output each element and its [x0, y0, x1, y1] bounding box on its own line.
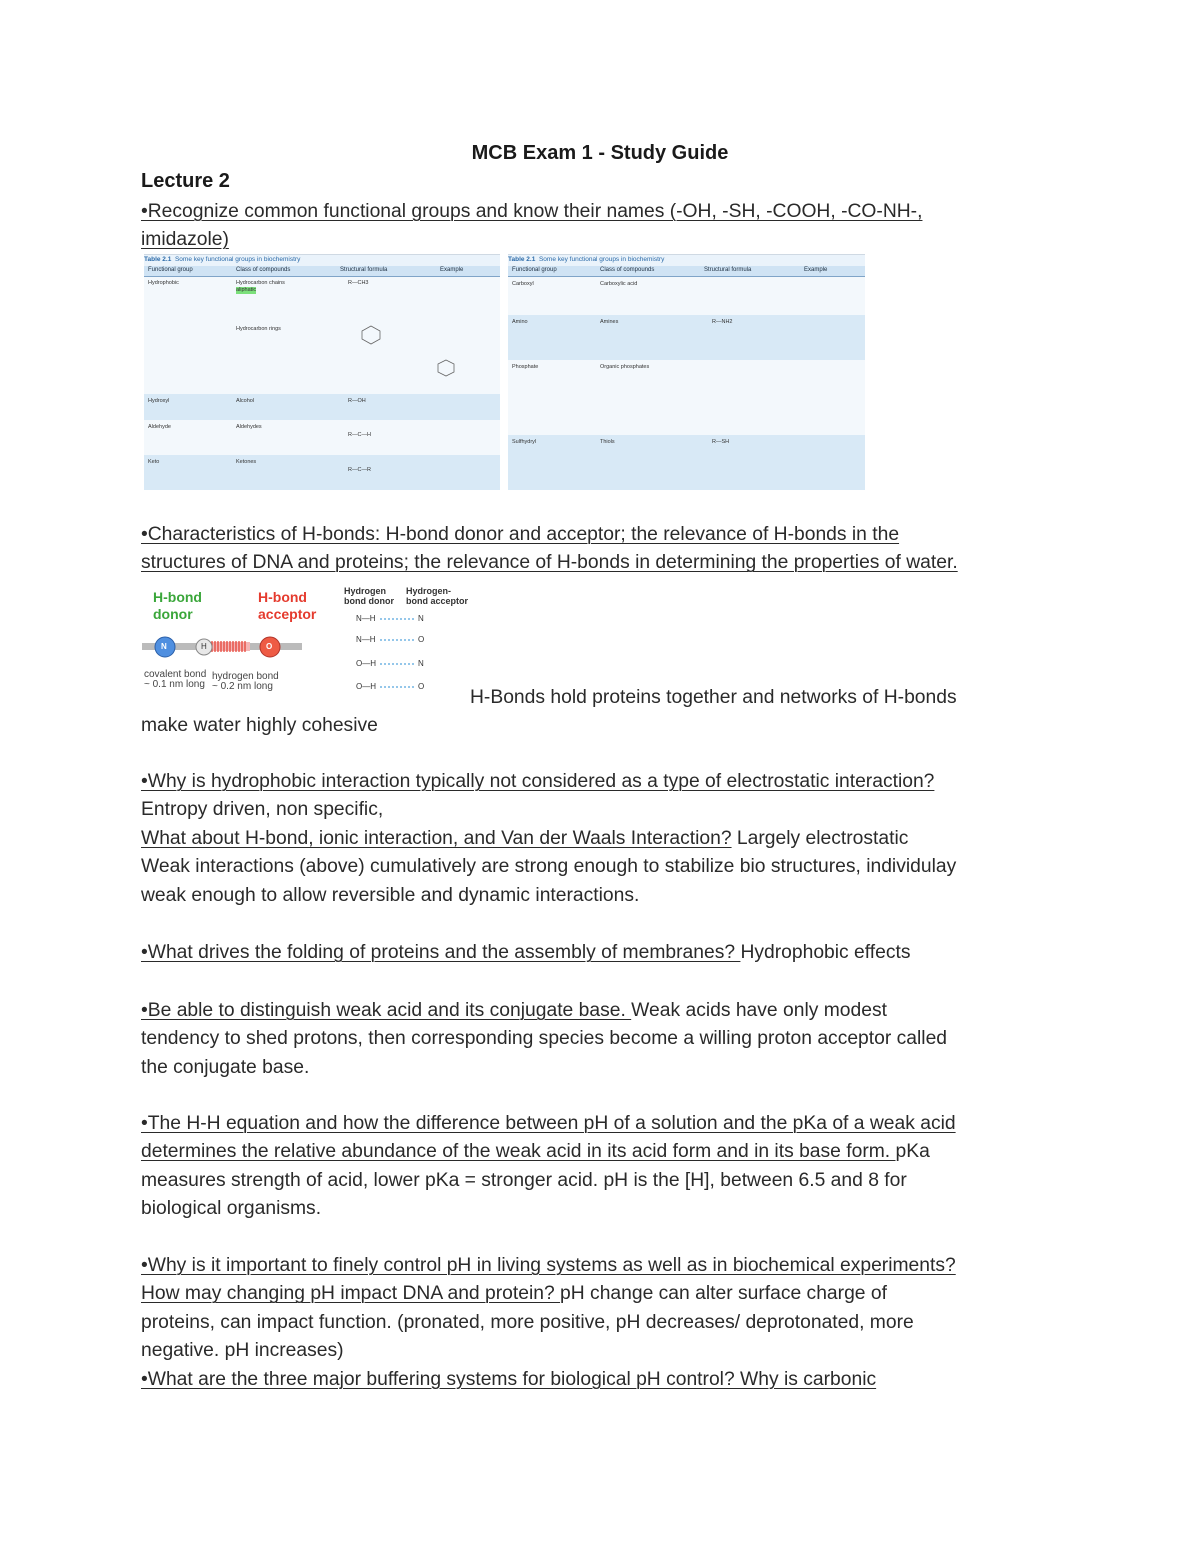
covalent-bond-caption: covalent bond ~ 0.1 nm long	[144, 669, 207, 690]
section-heading: Lecture 2	[141, 170, 230, 192]
table-row: Sulfhydryl Thiols R—SH	[508, 435, 865, 490]
hbonds-answer-line2: make water highly cohesive	[141, 715, 378, 736]
hbond-pair-acceptor: N	[418, 614, 424, 623]
hydrogen-bond-donor-column: Hydrogen bond donor	[344, 586, 394, 606]
electrostatic-answer: Largely electrostatic	[731, 827, 909, 849]
table-row: Amino Amines R—NH2	[508, 315, 865, 360]
hbonds-answer-line1: H-Bonds hold proteins together and networks of H-bonds	[470, 687, 957, 708]
hbond-acceptor-label: H-bond acceptor	[258, 589, 317, 622]
hh-answer-line3: biological organisms.	[141, 1198, 322, 1220]
hh-question-line1: •The H-H equation and how the difference between pH of a solution and the pKa of a weak acid	[141, 1113, 956, 1134]
document-title: MCB Exam 1 - Study Guide	[471, 142, 729, 164]
hydrogen-bond-caption: hydrogen bond ~ 0.2 nm long	[212, 671, 279, 692]
hbond-pair-acceptor: O	[418, 635, 425, 644]
ph-answer-line3: negative. pH increases)	[141, 1340, 344, 1362]
hbond-pair-acceptor: N	[418, 659, 424, 668]
ph-question-line2: How may changing pH impact DNA and protein?	[141, 1283, 561, 1305]
electrostatic-question: What about H-bond, ionic interaction, and Van der Waals Interaction?	[141, 827, 732, 849]
table-row: Hydrophobic Hydrocarbon chains aliphatic Hydrocarbon rings R—CH3	[144, 277, 500, 394]
buffer-question: •What are the three major buffering systems for biological pH control? Why is carbonic	[141, 1368, 877, 1390]
table-row: Phosphate Organic phosphates	[508, 360, 865, 435]
hydrogen-bond-acceptor-column: Hydrogen- bond acceptor	[406, 586, 469, 606]
hh-answer-line2: measures strength of acid, lower pKa = stronger acid. pH is the [H], between 6.5 and 8 for	[141, 1169, 907, 1191]
weak-acid-question: •Be able to distinguish weak acid and its conjugate base.	[141, 1000, 632, 1021]
benzene-ring-icon	[436, 359, 456, 377]
table-right-header: Functional group Class of compounds Structural formula Example	[508, 266, 865, 277]
folding-answer: Hydrophobic effects	[740, 942, 911, 963]
hbond-pair-donor: O—H	[356, 659, 376, 668]
ph-block	[141, 1252, 1061, 1394]
ph-answer-line1: pH change can alter surface charge of	[560, 1283, 887, 1305]
weak-acid-answer-line2: tendency to shed protons, then corresponding species become a willing proton acceptor called	[141, 1028, 948, 1050]
hbond-pair-donor: N—H	[356, 635, 376, 644]
hbond-dotted-lines-icon	[380, 614, 416, 694]
functional-groups-table-right	[508, 254, 865, 490]
functional-groups-question	[141, 198, 1061, 255]
table-row: Hydroxyl Alcohol R—OH	[144, 394, 500, 420]
hh-answer-line1: pKa	[895, 1141, 930, 1163]
hbonds-question-line2: structures of DNA and proteins; the relevance of H-bonds in determining the properties of water.	[141, 552, 958, 574]
functional-groups-table-left	[144, 254, 500, 490]
hbond-figure: H-bond donor H-bond acceptor N H O covalent bond ~ 0.1 nm long hydrogen bond ~ 0.2 nm long Hydrogen bond donor Hydrogen- bond acceptor N—H N N—H O O—H N O—H O	[144, 586, 469, 692]
hbond-pair-acceptor: O	[418, 682, 425, 691]
hydrophobic-answer: Entropy driven, non specific,	[141, 799, 384, 821]
ph-question-line1: •Why is it important to finely control pH in living systems as well as in biochemical experiments?	[141, 1255, 956, 1276]
weak-acid-answer-line1: Weak acids have only modest	[631, 1000, 887, 1021]
hydrophobic-question: •Why is hydrophobic interaction typically not considered as a type of electrostatic interaction?	[141, 771, 935, 792]
table-right-caption: Table 2.1 Some key functional groups in biochemistry	[508, 256, 665, 263]
folding-block	[141, 939, 1061, 967]
ph-answer-line2: proteins, can impact function. (pronated, more positive, pH decreases/ deprotonated, more	[141, 1311, 914, 1333]
hh-equation-block	[141, 1110, 1061, 1224]
hh-question-line2: determines the relative abundance of the weak acid in its acid form and in its base form.	[141, 1141, 896, 1163]
hbond-donor-label: H-bond donor	[153, 589, 202, 622]
functional-groups-question-line2: imidazole)	[141, 229, 229, 251]
table-row: Aldehyde Aldehydes R—C—H	[144, 420, 500, 455]
hbonds-question	[141, 521, 1061, 578]
hbond-pair-donor: O—H	[356, 682, 376, 691]
table-left-header: Functional group Class of compounds Structural formula Example	[144, 266, 500, 277]
weak-acid-block	[141, 997, 1061, 1082]
table-row: Keto Ketones R—C—R	[144, 455, 500, 490]
weak-interactions-line1: Weak interactions (above) cumulatively are strong enough to stabilize bio structures, individulay	[141, 856, 957, 878]
functional-groups-question-line1: •Recognize common functional groups and know their names (-OH, -SH, -COOH, -CO-NH-,	[141, 201, 923, 222]
weak-acid-answer-line3: the conjugate base.	[141, 1056, 310, 1078]
table-left-caption: Table 2.1 Some key functional groups in biochemistry	[144, 256, 301, 263]
folding-question: •What drives the folding of proteins and the assembly of membranes?	[141, 942, 741, 963]
table-row: Carboxyl Carboxylic acid	[508, 277, 865, 315]
hbond-pair-donor: N—H	[356, 614, 376, 623]
hydrophobic-block	[141, 768, 1061, 910]
weak-interactions-line2: weak enough to allow reversible and dynamic interactions.	[141, 884, 640, 906]
hbonds-question-line1: •Characteristics of H-bonds: H-bond donor and acceptor; the relevance of H-bonds in the	[141, 524, 900, 545]
benzene-ring-icon	[360, 325, 382, 345]
